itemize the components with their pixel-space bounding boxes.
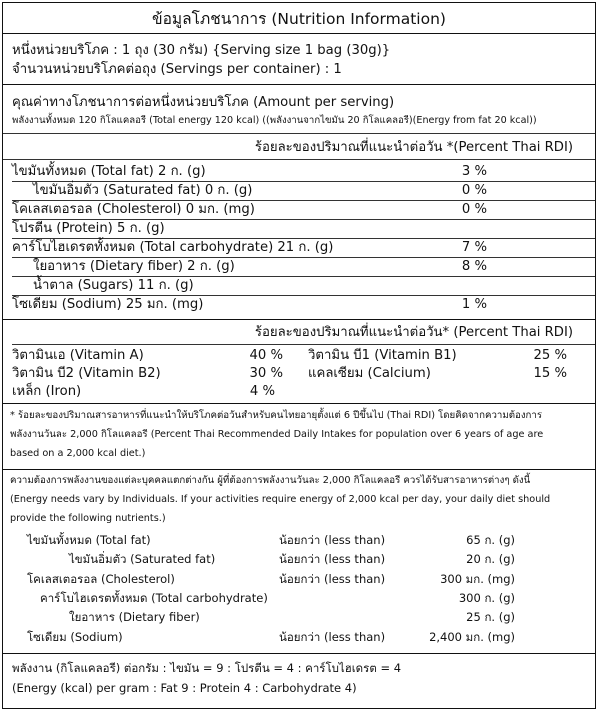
vitamin-b1-pct: 25 % (533, 348, 567, 363)
dv-cholesterol-value: 300 มก. (mg) (440, 572, 515, 586)
vitamin-b2-pct: 30 % (249, 366, 283, 381)
nutrient-sodium: โซเดียม (Sodium) 25 มก. (mg) (12, 297, 204, 312)
label-title: ข้อมูลโภชนาการ (Nutrition Information) (152, 10, 446, 28)
row-divider (12, 276, 595, 277)
calcium-pct: 15 % (533, 366, 567, 381)
footnote-thai-rdi-line1: * ร้อยละของปริมาณสารอาหารที่แนะนำให้บริโภคต่อวันสำหรับคนไทยอายุตั้งแต่ 6 ปีขึ้นไป (Thai RDI) โดยคิดจากความต้องการ (10, 410, 543, 421)
vitamin-b1: วิตามิน บี1 (Vitamin B1) (308, 348, 457, 363)
dv-sodium: โซเดียม (Sodium) (27, 630, 123, 644)
nutrient-sugars: น้ำตาล (Sugars) 11 ก. (g) (33, 278, 194, 293)
footnote-energy-needs-line2: (Energy needs vary by Individuals. If your activities require energy of 2,000 kcal per day, your daily diet should (10, 494, 551, 505)
divider (3, 319, 595, 320)
nutrient-cholesterol-pct: 0 % (461, 202, 487, 217)
dv-cholesterol: โคเลสเตอรอล (Cholesterol) (27, 572, 175, 586)
rdi-header: ร้อยละของปริมาณที่แนะนำต่อวัน *(Percent Thai RDI) (254, 140, 573, 155)
row-divider (12, 200, 595, 201)
nutrient-cholesterol: โคเลสเตอรอล (Cholesterol) 0 มก. (mg) (12, 202, 255, 217)
vitamin-a-pct: 40 % (249, 348, 283, 363)
dv-saturated-fat: ไขมันอิ่มตัว (Saturated fat) (69, 552, 216, 566)
calcium: แคลเซียม (Calcium) (308, 366, 431, 381)
divider (3, 33, 595, 34)
row-divider (12, 257, 595, 258)
nutrient-total-carbohydrate-pct: 7 % (461, 240, 487, 255)
nutrition-label (2, 2, 596, 709)
vitamin-a: วิตามินเอ (Vitamin A) (12, 348, 144, 363)
footnote-energy-needs-line1: ความต้องการพลังงานของแต่ละบุคคลแตกต่างกัน ผู้ที่ต้องการพลังงานวันละ 2,000 กิโลแคลอรี ควรได้รับสารอาหารต่างๆ ดังนี้ (10, 475, 531, 486)
iron-pct: 4 % (249, 384, 275, 399)
nutrient-saturated-fat-pct: 0 % (461, 183, 487, 198)
row-divider (12, 219, 595, 220)
nutrient-protein: โปรตีน (Protein) 5 ก. (g) (12, 221, 165, 236)
divider (3, 159, 595, 160)
dv-total-fat: ไขมันทั้งหมด (Total fat) (27, 533, 151, 547)
divider (3, 469, 595, 470)
footnote-thai-rdi-line3: based on a 2,000 kcal diet.) (10, 448, 146, 459)
serving-size: หนึ่งหน่วยบริโภค : 1 ถุง (30 กรัม) {Serving size 1 bag (30g)} (12, 43, 391, 58)
divider (3, 84, 595, 85)
footnote-thai-rdi-line2: พลังงานวันละ 2,000 กิโลแคลอรี (Percent Thai Recommended Daily Intakes for population over 6 years of age are (10, 429, 544, 440)
energy-per-gram-thai: พลังงาน (กิโลแคลอรี) ต่อกรัม : ไขมัน = 9 : โปรตีน = 4 : คาร์โบไฮเดรต = 4 (12, 661, 402, 675)
divider (3, 403, 595, 404)
dv-saturated-fat-value: 20 ก. (g) (466, 552, 515, 566)
nutrient-total-fat-pct: 3 % (461, 164, 487, 179)
nutrient-total-carbohydrate: คาร์โบไฮเดรตทั้งหมด (Total carbohydrate) 21 ก. (g) (12, 240, 334, 255)
nutrient-saturated-fat: ไขมันอิ่มตัว (Saturated fat) 0 ก. (g) (33, 183, 253, 198)
nutrient-total-fat: ไขมันทั้งหมด (Total fat) 2 ก. (g) (12, 164, 206, 179)
nutrient-dietary-fiber-pct: 8 % (461, 259, 487, 274)
dv-total-fat-value: 65 ก. (g) (466, 533, 515, 547)
row-divider (12, 238, 595, 239)
dv-sodium-value: 2,400 มก. (mg) (429, 630, 515, 644)
servings-per-container: จำนวนหน่วยบริโภคต่อถุง (Servings per container) : 1 (12, 62, 342, 77)
divider (3, 133, 595, 134)
row-divider (12, 295, 595, 296)
vitamins-header: ร้อยละของปริมาณที่แนะนำต่อวัน* (Percent Thai RDI) (254, 325, 573, 340)
vitamin-b2: วิตามิน บี2 (Vitamin B2) (12, 366, 161, 381)
dv-total-fat-cond: น้อยกว่า (less than) (279, 533, 386, 547)
row-divider (12, 181, 595, 182)
nutrient-dietary-fiber: ใยอาหาร (Dietary fiber) 2 ก. (g) (33, 259, 235, 274)
dv-cholesterol-cond: น้อยกว่า (less than) (279, 572, 386, 586)
footnote-energy-needs-line3: provide the following nutrients.) (10, 513, 166, 524)
dv-total-carbohydrate-value: 300 ก. (g) (458, 591, 515, 605)
amount-per-serving: คุณค่าทางโภชนาการต่อหนึ่งหน่วยบริโภค (Amount per serving) (12, 95, 395, 110)
divider (3, 653, 595, 654)
dv-saturated-fat-cond: น้อยกว่า (less than) (279, 552, 386, 566)
iron: เหล็ก (Iron) (12, 384, 82, 399)
energy-per-gram-english: (Energy (kcal) per gram : Fat 9 : Protein 4 : Carbohydrate 4) (12, 681, 357, 695)
energy-line: พลังงานทั้งหมด 120 กิโลแคลอรี (Total energy 120 kcal) ((พลังงานจากไขมัน 20 กิโลแคลอรี)(Energy from fat 20 kcal)) (12, 115, 537, 126)
nutrient-sodium-pct: 1 % (461, 297, 487, 312)
dv-sodium-cond: น้อยกว่า (less than) (279, 630, 386, 644)
dv-total-carbohydrate: คาร์โบไฮเดรตทั้งหมด (Total carbohydrate) (40, 591, 268, 605)
dv-dietary-fiber-value: 25 ก. (g) (466, 610, 515, 624)
divider (12, 344, 595, 345)
dv-dietary-fiber: ใยอาหาร (Dietary fiber) (69, 610, 200, 624)
